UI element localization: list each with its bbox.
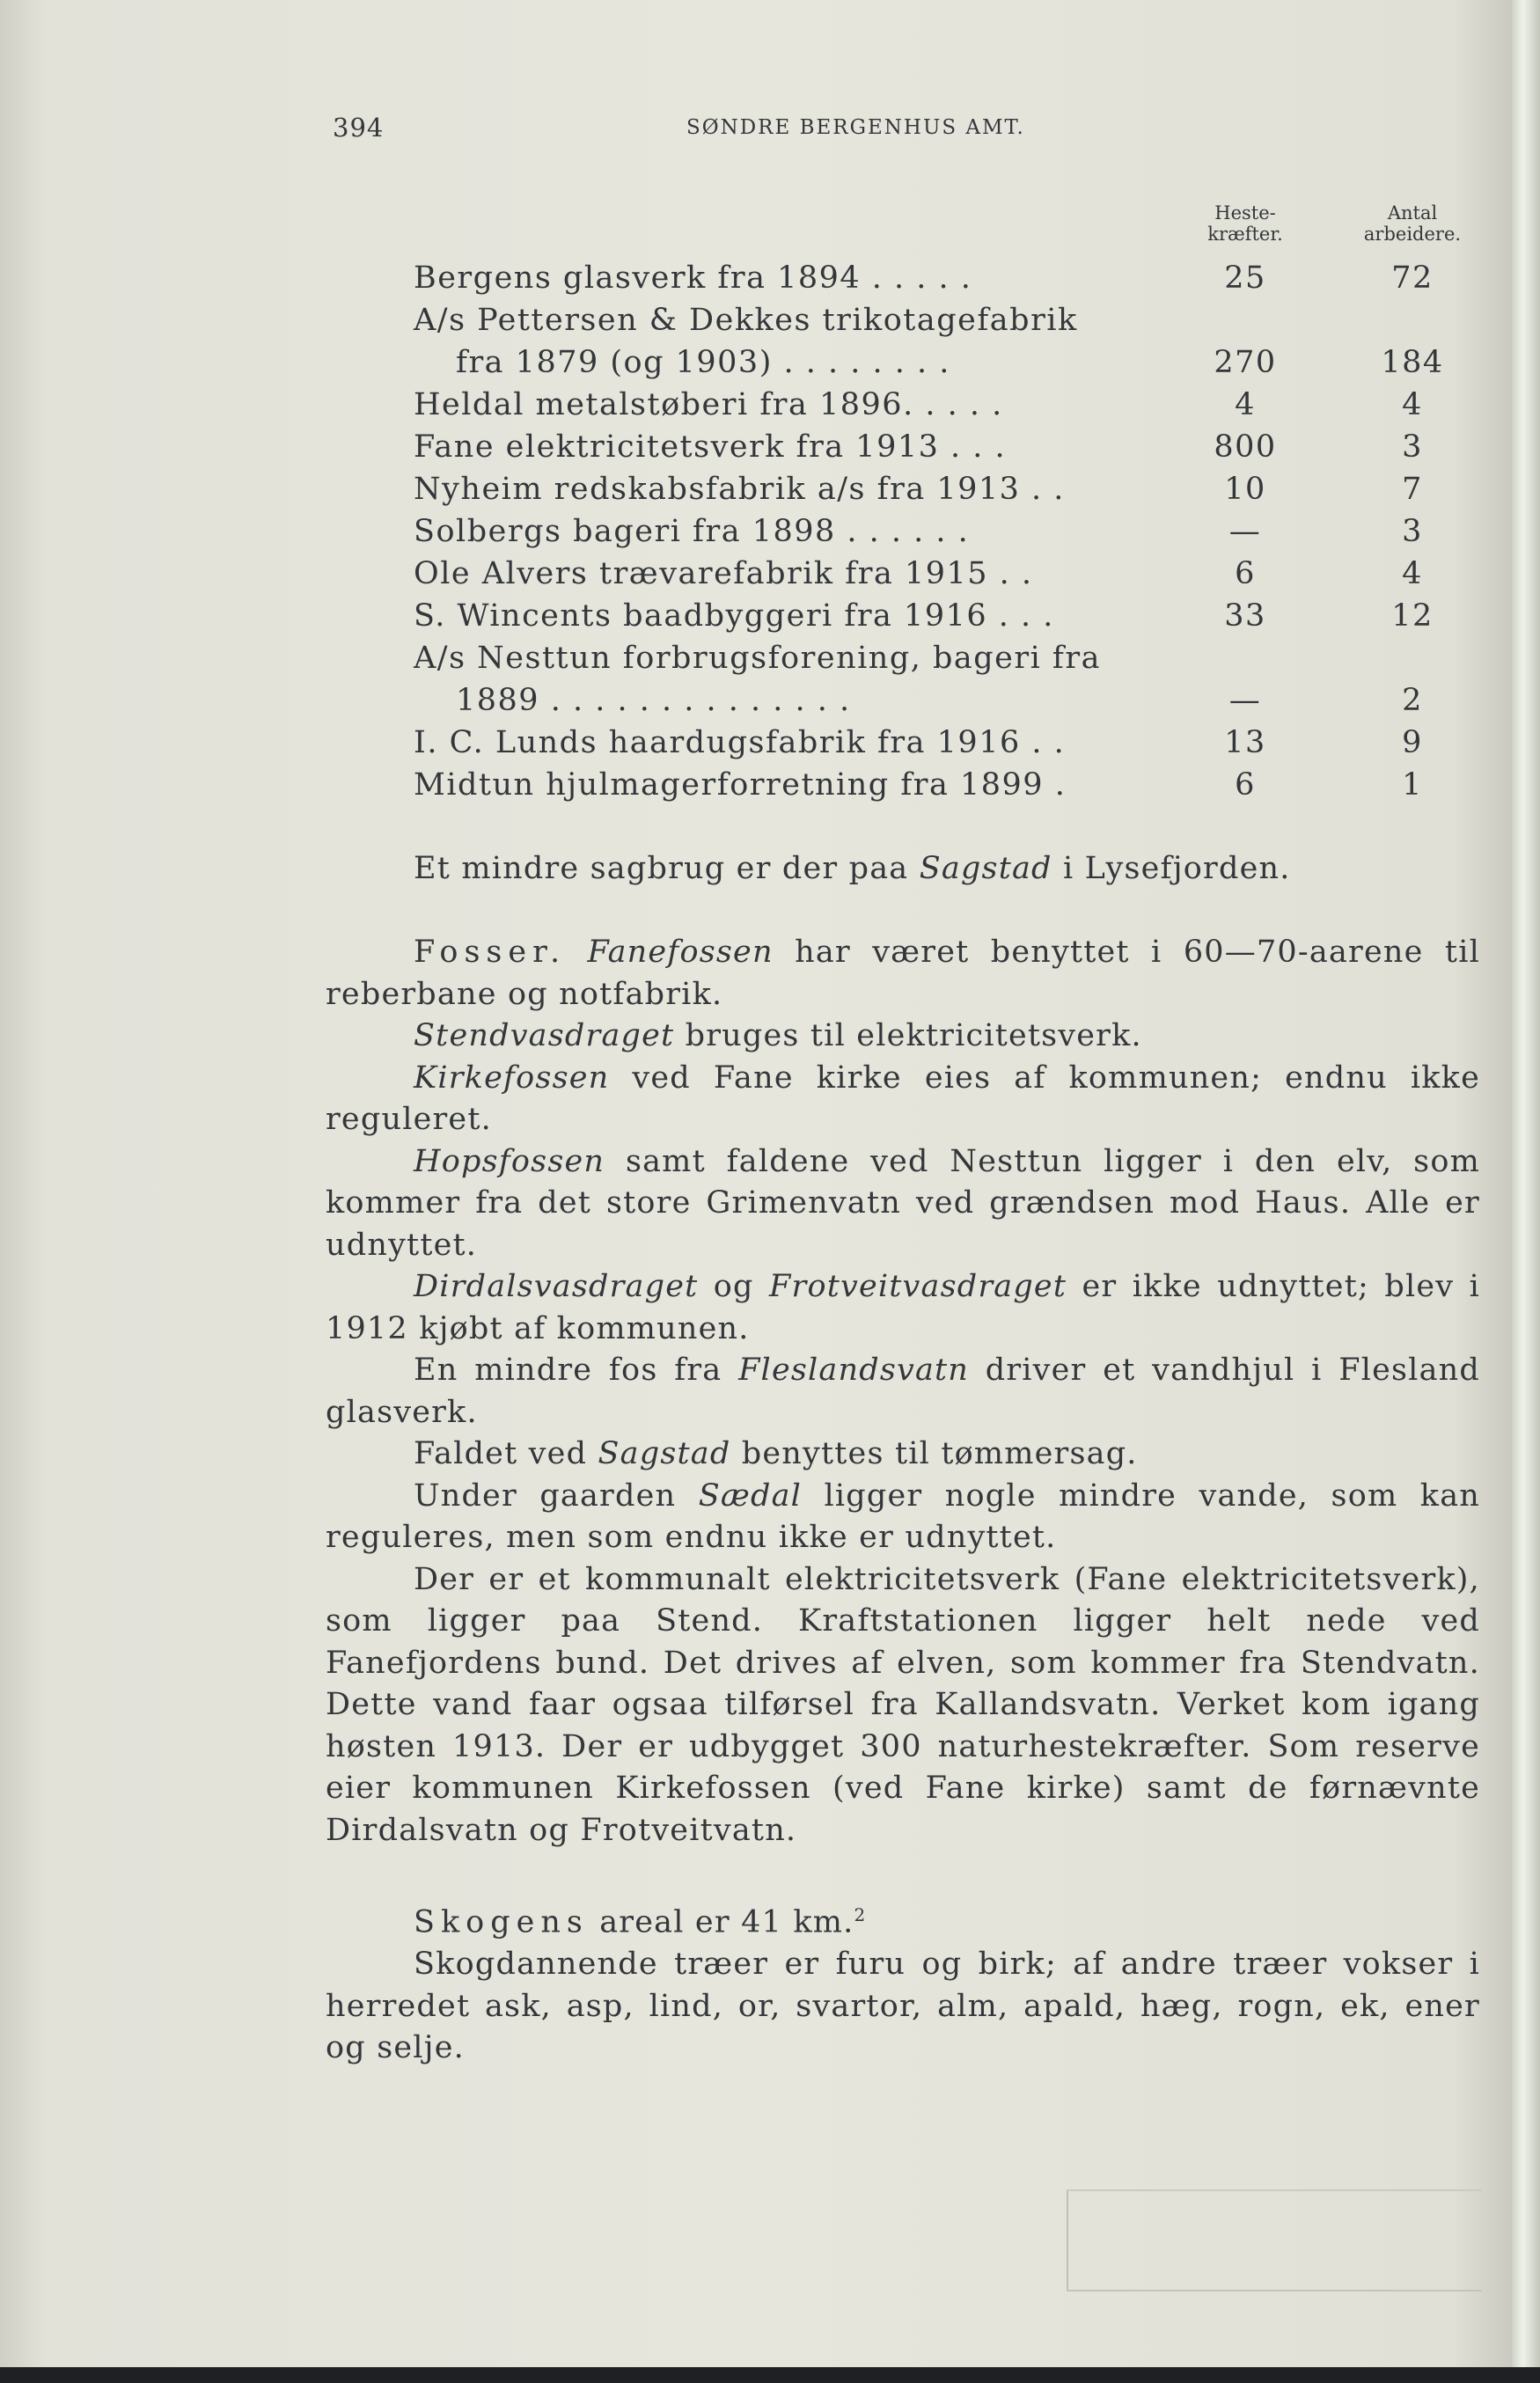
fosser-p2-name: Stendvasdraget [414,1018,675,1053]
row-workers: 3 [1402,429,1423,465]
sawmill-paragraph [326,848,1480,891]
fosser-p5-name1: Dirdalsvasdraget [414,1269,699,1304]
fosser-p6-text: driver et vandhjul i Flesland glasverk. [326,1353,1480,1430]
column-header-workers-line1: Antal [1387,202,1438,224]
row-horsepower: — [1228,683,1262,718]
row-workers: 72 [1391,260,1434,296]
fosser-paragraph-2 [326,1016,1480,1058]
row-name: I. C. Lunds haardugsfabrik fra 1916 . . [414,725,1066,760]
row-name: A/s Pettersen & Dekkes trikotagefabrik [414,303,1078,338]
fosser-p4-text: samt faldene ved Nesttun ligger i den elv, som kommer fra det store Grimenvatn ved grændsen mod Haus. Alle er udnyttet. [326,1143,1480,1263]
industry-table [0,260,1540,810]
table-row [0,641,1540,683]
row-workers: 184 [1381,345,1444,380]
column-header-horsepower-line1: Heste- [1214,202,1276,224]
row-horsepower: 25 [1224,260,1266,296]
skog-area: areal er 41 km. [588,1904,854,1940]
fosser-section [326,932,1480,1851]
skog-superscript: 2 [854,1904,867,1925]
row-name: Fane elektricitetsverk fra 1913 . . . [414,429,1007,465]
row-name: S. Wincents baadbyggeri fra 1916 . . . [414,598,1054,634]
fosser-p8-name: Sædal [698,1477,803,1514]
row-name: Ole Alvers trævarefabrik fra 1915 . . [414,556,1033,591]
row-workers: 4 [1402,556,1423,591]
fosser-p7-before: Faldet ved [414,1436,598,1471]
fosser-p8-before: Under gaarden [414,1477,699,1514]
table-row [0,725,1540,767]
fosser-p7-text: benyttes til tømmersag. [730,1436,1138,1471]
sawmill-text: Et mindre sagbrug er der paa [414,851,920,886]
row-workers: 1 [1402,767,1423,803]
skog-heading: Skogens [414,1904,589,1940]
fosser-p1-name: Fanefossen [587,935,774,970]
fosser-heading: Fosser. [414,935,567,970]
row-name: Heldal metalstøberi fra 1896. . . . . [414,387,1003,422]
table-row [0,345,1540,387]
row-workers: 9 [1402,725,1423,760]
sawmill-text-end: i Lysefjorden. [1052,851,1291,886]
fosser-p3-name: Kirkefossen [414,1060,610,1096]
row-horsepower: 4 [1235,387,1256,422]
row-name: 1889 . . . . . . . . . . . . . . [456,683,851,718]
fosser-p6-before: En mindre fos fra [414,1353,739,1388]
fosser-paragraph-9: Der er et kommunalt elektricitetsverk (Fane elektricitetsverk), som ligger paa Stend. Kraftstationen ligger helt nede ved Fanefjordens bund. Det drives af elven, som kommer fra Stendvatn. Dette vand faar ogsaa tilførsel fra Kallandsvatn. Verket kom igang høsten 1913. Der er udbygget 300 naturhestekræfter. Som reserve eier kommunen Kirkefossen (ved Fane kirke) samt de førnævnte Dirdalsvatn og Frotveitvatn. [326,1561,1480,1848]
scan-edge [0,2367,1540,2383]
fosser-paragraph-7 [326,1433,1480,1476]
row-workers: 4 [1402,387,1423,422]
table-row [0,472,1540,514]
row-horsepower: 6 [1235,767,1256,803]
fosser-p2-text: bruges til elektricitetsverk. [674,1018,1142,1053]
row-name: Bergens glasverk fra 1894 . . . . . [414,260,972,296]
skog-paragraph-1 [326,1895,1480,1944]
table-row [0,556,1540,598]
fosser-p3-text: ved Fane kirke eies af kommunen; endnu ikke reguleret. [326,1060,1480,1137]
fosser-p1-text: har været benyttet i 60—70-aarene til reberbane og notfabrik. [326,935,1480,1012]
fosser-p7-name: Sagstad [598,1436,731,1471]
row-horsepower: 33 [1224,598,1266,634]
row-workers: 12 [1391,598,1434,634]
row-workers: 7 [1402,472,1423,507]
row-horsepower: 10 [1224,472,1266,507]
table-row [0,260,1540,303]
column-header-horsepower-line2: kræfter. [1207,224,1283,245]
fosser-p5-mid: og [698,1269,770,1304]
fosser-paragraph-4 [326,1141,1480,1267]
table-row [0,767,1540,810]
table-row [0,598,1540,641]
row-horsepower: 13 [1224,725,1266,760]
table-row [0,683,1540,725]
page-number: 394 [333,113,385,143]
column-header-workers [1329,202,1496,245]
row-name: A/s Nesttun forbrugsforening, bageri fra [414,641,1101,676]
row-horsepower: 6 [1235,556,1256,591]
skog-section [326,1895,1480,2070]
row-workers: 2 [1402,683,1423,718]
table-row [0,514,1540,556]
running-title: SØNDRE BERGENHUS AMT. [686,116,1025,139]
row-name: Solbergs bageri fra 1898 . . . . . . [414,514,970,549]
column-header-horsepower [1179,202,1311,245]
fosser-paragraph-1 [326,932,1480,1016]
skog-paragraph-2: Skogdannende træer er furu og birk; af andre træer vokser i herredet ask, asp, lind, or, svartor, alm, apald, hæg, rogn, ek, ener og selje. [326,1947,1480,2066]
row-name: Midtun hjulmagerforretning fra 1899 . [414,767,1067,803]
fosser-p8-text: ligger nogle mindre vande, som kan reguleres, men som endnu ikke er udnyttet. [326,1477,1481,1555]
row-horsepower: 800 [1214,429,1277,465]
row-horsepower: 270 [1214,345,1277,380]
fosser-p5-text: er ikke udnyttet; blev i 1912 kjøbt af kommunen. [326,1269,1480,1346]
table-row [0,303,1540,345]
row-horsepower: — [1228,514,1262,549]
row-workers: 3 [1402,514,1423,549]
fosser-paragraph-6 [326,1350,1480,1433]
column-header-workers-line2: arbeidere. [1363,224,1462,245]
fosser-p6-name: Fleslandsvatn [738,1353,970,1388]
page-header [0,113,1540,148]
sawmill-place: Sagstad [919,851,1052,886]
sawmill-note [326,848,1480,891]
fosser-p5-name2: Frotveitvasdraget [769,1269,1067,1304]
fosser-paragraph-8 [326,1476,1480,1559]
table-row [0,429,1540,472]
fosser-paragraph-5 [326,1266,1480,1350]
row-name: fra 1879 (og 1903) . . . . . . . . [456,345,950,380]
row-name: Nyheim redskabsfabrik a/s fra 1913 . . [414,472,1065,507]
fosser-paragraph-3 [326,1058,1480,1141]
stamp-outline [1067,2189,1482,2291]
table-row [0,387,1540,429]
fosser-p4-name: Hopsfossen [414,1143,605,1179]
